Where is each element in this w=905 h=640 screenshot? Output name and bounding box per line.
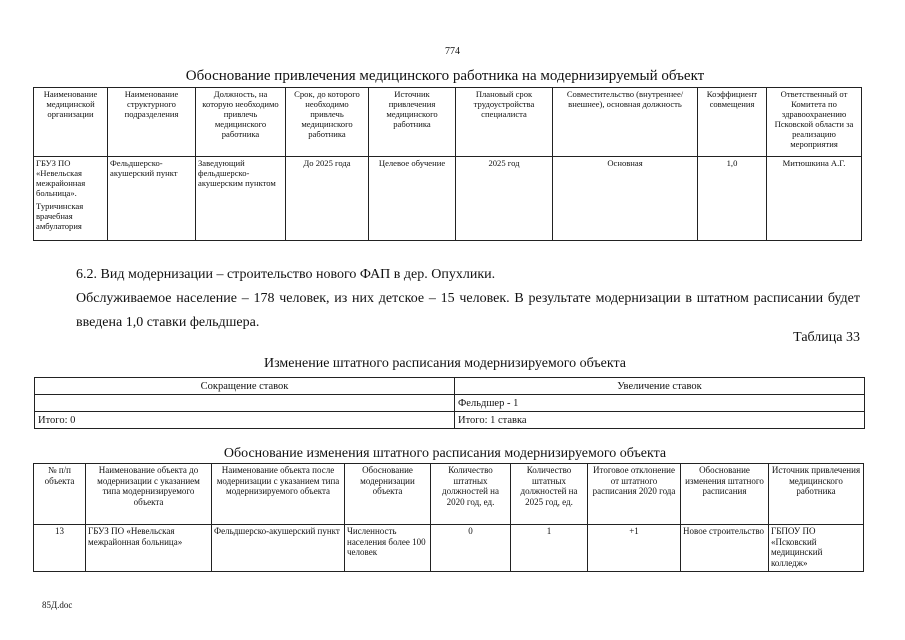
table-header-row <box>35 378 865 395</box>
staff-attraction-table <box>33 87 862 241</box>
header-cell: Наименование медицинской организации <box>34 88 108 157</box>
header-cell: Должность, на которую необходимо привлечь медицинского работника <box>196 88 286 157</box>
count2025-cell: 1 <box>511 525 588 572</box>
deviation-cell: +1 <box>588 525 681 572</box>
after-cell: Фельдшерско-акушерский пункт <box>212 525 345 572</box>
planned-cell: 2025 год <box>456 157 553 241</box>
header-cell: Срок, до которого необходимо привлечь медицинского работника <box>286 88 369 157</box>
total-increase-cell: Итого: 1 ставка <box>455 412 865 429</box>
page-number: 774 <box>445 46 460 57</box>
paragraph-population: Обслуживаемое население – 178 человек, из них детское – 15 человек. В результате модернизации в штатном расписании будет введена 1,0 ставки фельдшера. <box>76 291 860 330</box>
header-cell: Итоговое отклонение от штатного расписания 2020 года <box>588 464 681 525</box>
table-header-row <box>34 464 864 525</box>
header-cell: Совместительство (внутреннее/внешнее), основная должность <box>553 88 698 157</box>
change-reason-cell: Новое строительство <box>681 525 769 572</box>
header-cell: Обоснование изменения штатного расписания <box>681 464 769 525</box>
unit-cell: Фельдшерско-акушерский пункт <box>108 157 196 241</box>
section1-title: Обоснование привлечения медицинского работника на модернизируемый объект <box>185 68 705 84</box>
table-header-row <box>34 88 862 157</box>
position-cell: Заведующий фельдшерско-акушерским пунктом <box>196 157 286 241</box>
header-cell: Плановый срок трудоустройства специалиста <box>456 88 553 157</box>
section3-title: Обоснование изменения штатного расписания модернизируемого объекта <box>223 446 667 461</box>
header-cell: Обоснование модернизации объекта <box>345 464 431 525</box>
source-cell: ГБПОУ ПО «Псковский медицинский колледж» <box>769 525 864 572</box>
org-name: ГБУЗ ПО «Невельская межрайонная больница». <box>36 158 86 198</box>
total-reduce-cell: Итого: 0 <box>35 412 455 429</box>
header-cell: Количество штатных должностей на 2020 год, ед. <box>431 464 511 525</box>
combination-cell: Основная <box>553 157 698 241</box>
responsible-cell: Митюшкина А.Г. <box>767 157 862 241</box>
reduce-cell <box>35 395 455 412</box>
header-cell: Наименование объекта после модернизации с указанием типа модернизируемого объекта <box>212 464 345 525</box>
coefficient-cell: 1,0 <box>698 157 767 241</box>
header-cell: Сокращение ставок <box>35 378 455 395</box>
before-cell: ГБУЗ ПО «Невельская межрайонная больница» <box>86 525 212 572</box>
table-row <box>34 157 862 241</box>
footer-filename: 85Д.doc <box>42 600 73 610</box>
table-label: Таблица 33 <box>793 330 860 345</box>
source-cell: Целевое обучение <box>369 157 456 241</box>
reason-cell: Численность населения более 100 человек <box>345 525 431 572</box>
header-cell: Количество штатных должностей на 2025 год, ед. <box>511 464 588 525</box>
count2020-cell: 0 <box>431 525 511 572</box>
table-row <box>34 525 864 572</box>
num-cell: 13 <box>34 525 86 572</box>
table-row <box>35 395 865 412</box>
table-row <box>35 412 865 429</box>
staff-justification-table <box>33 463 864 572</box>
header-cell: Наименование объекта до модернизации с указанием типа модернизируемого объекта <box>86 464 212 525</box>
increase-cell: Фельдшер - 1 <box>455 395 865 412</box>
org-subunit: Туричинская врачебная амбулатория <box>36 201 84 231</box>
header-cell: Увеличение ставок <box>455 378 865 395</box>
header-cell: Наименование структурного подразделения <box>108 88 196 157</box>
header-cell: Ответственный от Комитета по здравоохранению Псковской области за реализацию мероприятия <box>767 88 862 157</box>
deadline-cell: До 2025 года <box>286 157 369 241</box>
header-cell: Коэффициент совмещения <box>698 88 767 157</box>
header-cell: № п/п объекта <box>34 464 86 525</box>
header-cell: Источник привлечения медицинского работника <box>769 464 864 525</box>
staff-change-table <box>34 377 865 429</box>
org-cell <box>34 157 108 241</box>
section2-title: Изменение штатного расписания модернизируемого объекта <box>263 356 627 371</box>
paragraph-modernization: 6.2. Вид модернизации – строительство нового ФАП в дер. Опухлики. <box>76 267 496 282</box>
header-cell: Источник привлечения медицинского работника <box>369 88 456 157</box>
